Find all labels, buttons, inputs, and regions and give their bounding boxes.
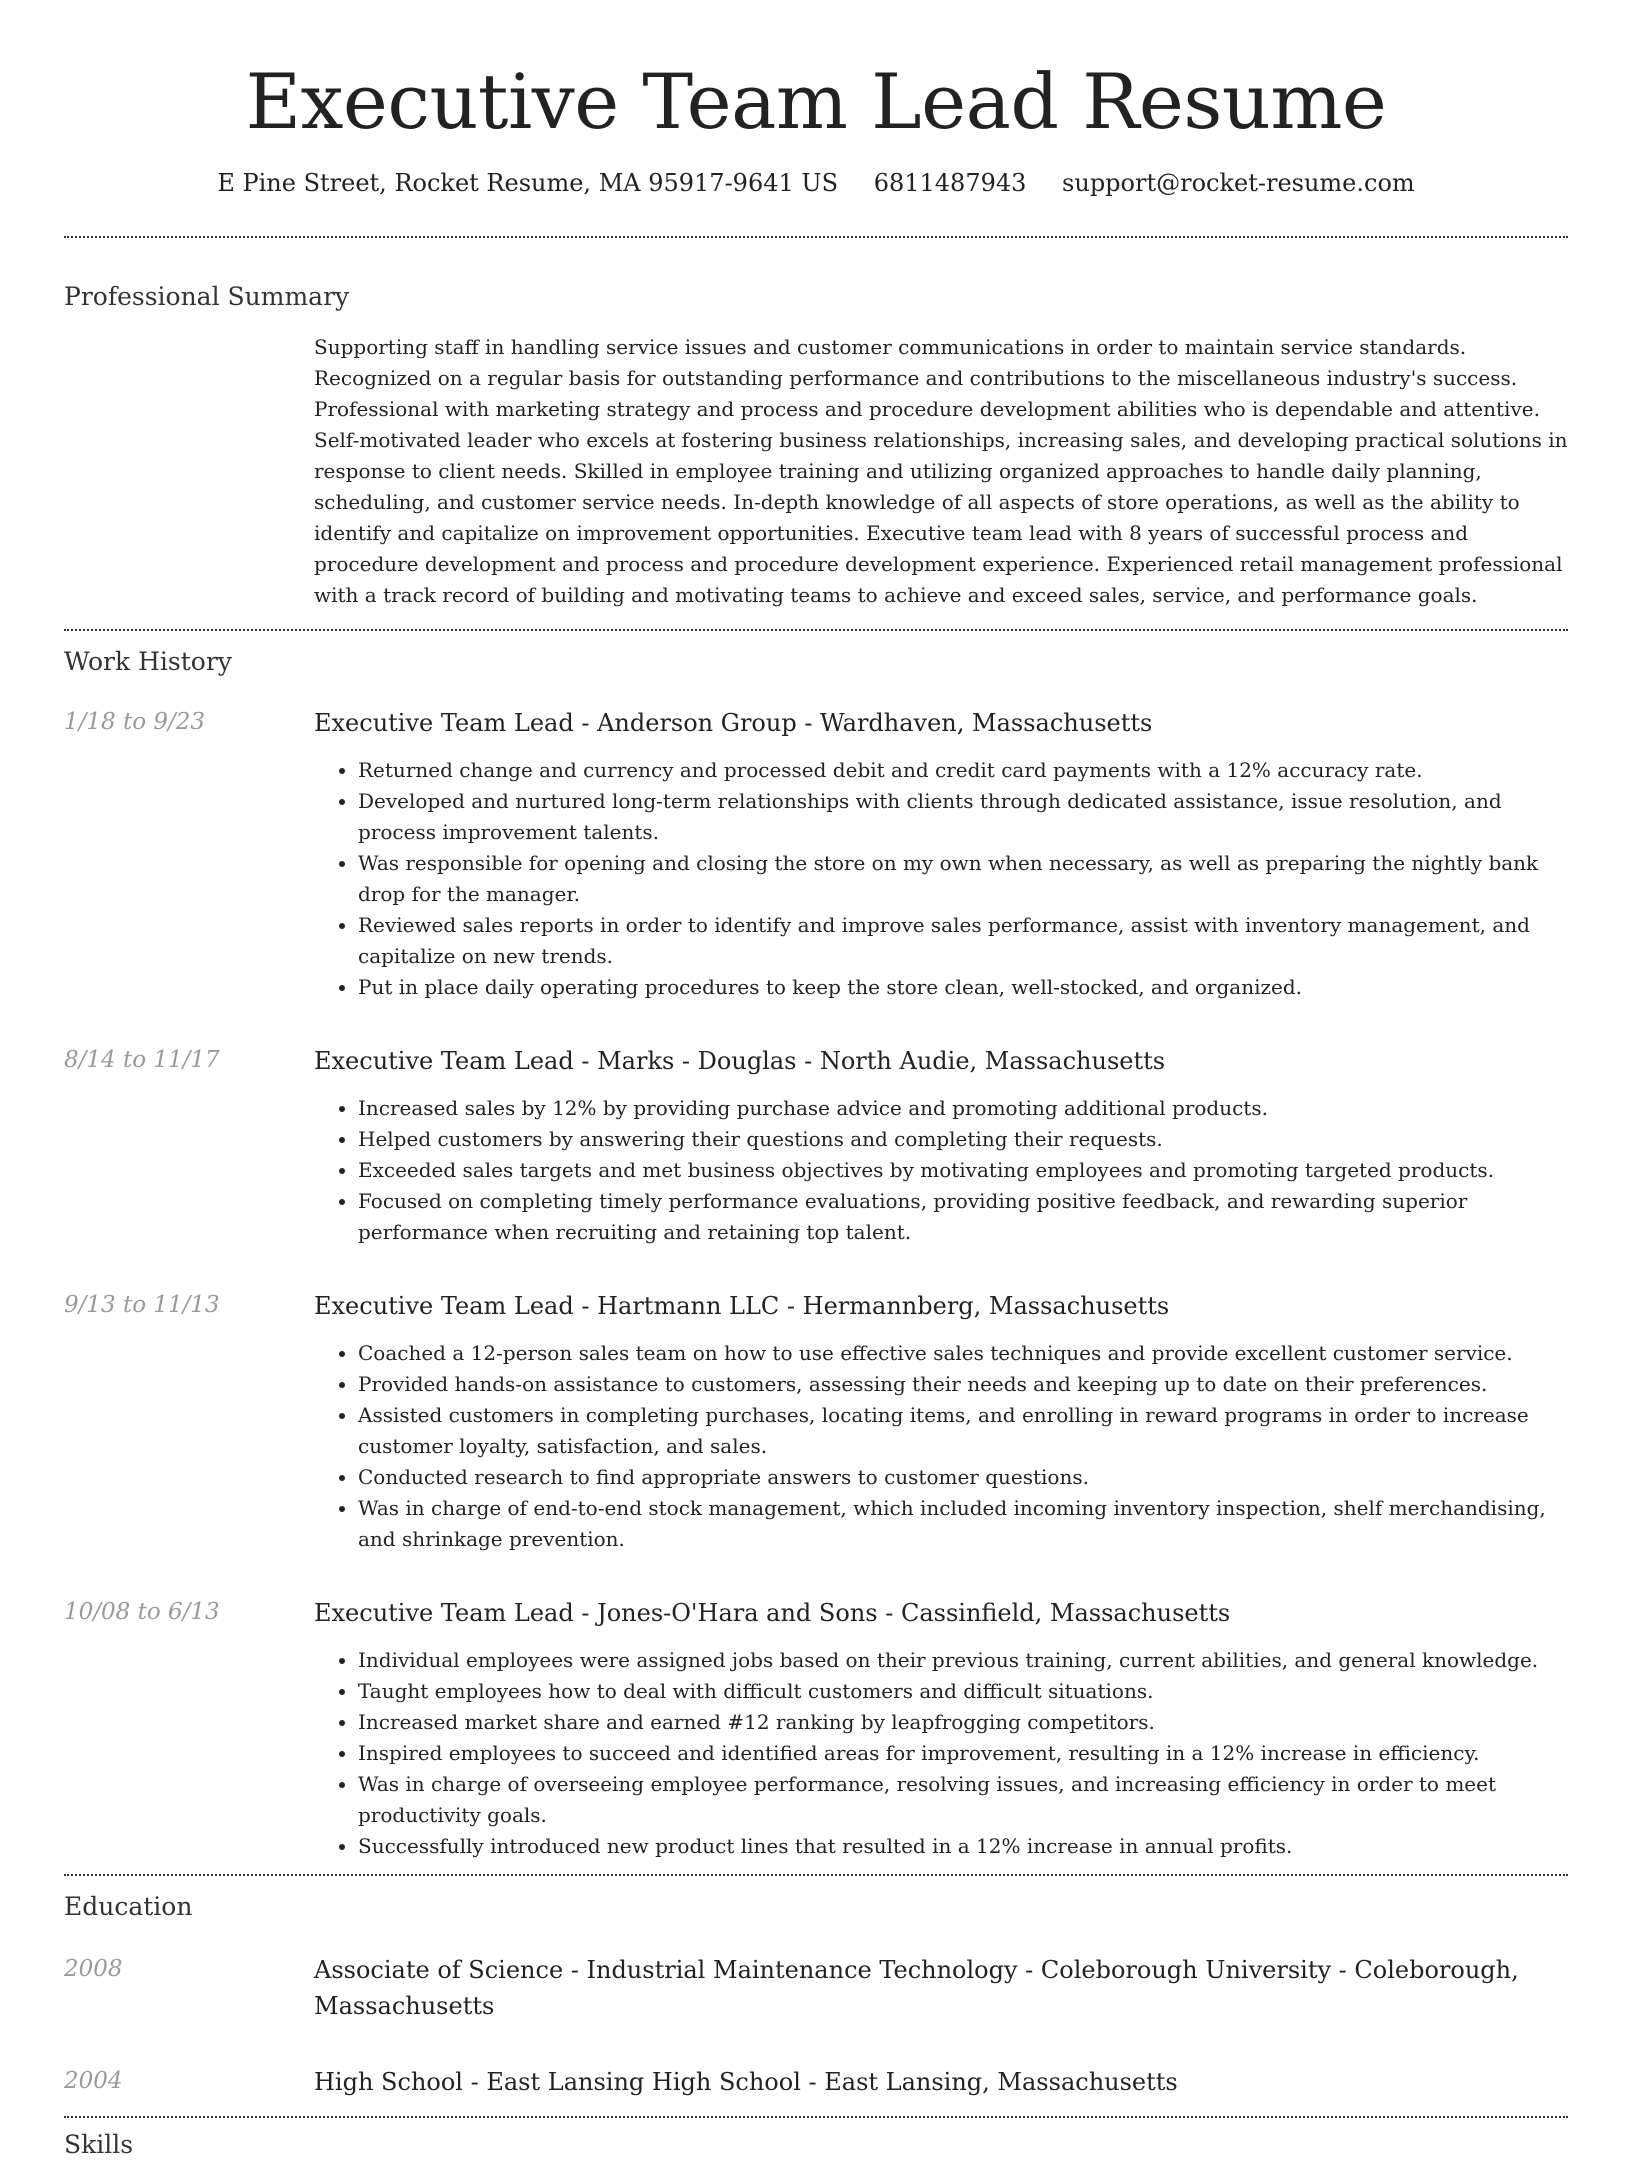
entry-body [314,705,1568,1003]
divider [64,1874,1568,1876]
entry-heading: Executive Team Lead - Marks - Douglas - North Audie, Massachusetts [314,1047,1166,1075]
bullet-list [314,1338,1568,1555]
work-entry [64,1288,1568,1555]
entry-heading: Executive Team Lead - Anderson Group - Wardhaven, Massachusetts [314,709,1153,737]
divider [64,2116,1568,2118]
bullet-item: • Exceeded sales targets and met business objectives by motivating employees and promoting targeted products. [358,1155,1568,1186]
entry-heading: Associate of Science - Industrial Maintenance Technology - Coleborough University - Coleborough, Massachusetts [314,1956,1519,2020]
entry-date: 8/14 to 11/17 [64,1047,220,1073]
contact-address: E Pine Street, Rocket Resume, MA 95917-9641 US [217,169,839,197]
entry-body [314,1952,1568,2024]
bullet-item: • Provided hands-on assistance to customers, assessing their needs and keeping up to date on their preferences. [358,1369,1568,1400]
section-title-skills: Skills [64,2130,134,2159]
bullet-item: • Was in charge of overseeing employee performance, resolving issues, and increasing efficiency in order to meet productivity goals. [358,1769,1568,1831]
entry-date: 10/08 to 6/13 [64,1599,220,1625]
education-entry [64,2064,1568,2100]
bullet-item: • Conducted research to find appropriate answers to customer questions. [358,1462,1568,1493]
bullet-list [314,1093,1568,1248]
bullet-item: • Focused on completing timely performance evaluations, providing positive feedback, and rewarding superior performance when recruiting and retaining top talent. [358,1186,1568,1248]
divider [64,236,1568,238]
contact-line [64,166,1568,200]
entry-heading: Executive Team Lead - Hartmann LLC - Hermannberg, Massachusetts [314,1292,1170,1320]
bullet-item: • Put in place daily operating procedures to keep the store clean, well-stocked, and organized. [358,972,1568,1003]
entry-heading: Executive Team Lead - Jones-O'Hara and Sons - Cassinfield, Massachusetts [314,1599,1231,1627]
entry-date: 1/18 to 9/23 [64,709,206,735]
bullet-item: • Taught employees how to deal with difficult customers and difficult situations. [358,1676,1568,1707]
entry-date: 2004 [64,2068,123,2094]
bullet-item: • Was responsible for opening and closing the store on my own when necessary, as well as preparing the nightly bank drop for the manager. [358,848,1568,910]
bullet-item: • Coached a 12-person sales team on how to use effective sales techniques and provide excellent customer service. [358,1338,1568,1369]
entry-heading: High School - East Lansing High School - East Lansing, Massachusetts [314,2068,1178,2096]
section-title-education: Education [64,1892,193,1921]
entry-body [314,1595,1568,1862]
contact-phone: 6811487943 [873,169,1027,197]
resume-page [64,0,1568,2162]
bullet-item: • Individual employees were assigned jobs based on their previous training, current abilities, and general knowledge. [358,1645,1568,1676]
contact-email: support@rocket-resume.com [1062,169,1415,197]
section-title-summary: Professional Summary [64,282,350,311]
bullet-item: • Developed and nurtured long-term relationships with clients through dedicated assistance, issue resolution, and process improvement talents. [358,786,1568,848]
entry-date: 9/13 to 11/13 [64,1292,220,1318]
bullet-item: • Inspired employees to succeed and identified areas for improvement, resulting in a 12% increase in efficiency. [358,1738,1568,1769]
education-entry [64,1952,1568,2024]
bullet-item: • Reviewed sales reports in order to identify and improve sales performance, assist with inventory management, and capitalize on new trends. [358,910,1568,972]
bullet-list [314,1645,1568,1862]
work-entry [64,1595,1568,1862]
bullet-item: • Increased market share and earned #12 ranking by leapfrogging competitors. [358,1707,1568,1738]
work-entry [64,705,1568,1003]
entry-body [314,2064,1568,2100]
summary-text: Supporting staff in handling service issues and customer communications in order to maintain service standards. Recognized on a regular basis for outstanding performance and contributions to the miscellaneous industry's success. Professional with marketing strategy and process and procedure development abilities who is dependable and attentive. Self-motivated leader who excels at fostering business relationships, increasing sales, and developing practical solutions in response to client needs. Skilled in employee training and utilizing organized approaches to handle daily planning, scheduling, and customer service needs. In-depth knowledge of all aspects of store operations, as well as the ability to identify and capitalize on improvement opportunities. Executive team lead with 8 years of successful process and procedure development and process and procedure development experience. Experienced retail management professional with a track record of building and motivating teams to achieve and exceed sales, service, and performance goals. [314,335,1568,607]
entry-body [314,1043,1568,1248]
bullet-item: • Assisted customers in completing purchases, locating items, and enrolling in reward programs in order to increase customer loyalty, satisfaction, and sales. [358,1400,1568,1462]
work-entry [64,1043,1568,1248]
bullet-item: • Returned change and currency and processed debit and credit card payments with a 12% accuracy rate. [358,755,1568,786]
resume-title: Executive Team Lead Resume [245,57,1387,146]
bullet-item: • Was in charge of end-to-end stock management, which included incoming inventory inspection, shelf merchandising, and shrinkage prevention. [358,1493,1568,1555]
entry-date: 2008 [64,1956,123,1982]
bullet-item: • Successfully introduced new product lines that resulted in a 12% increase in annual profits. [358,1831,1568,1862]
entry-body [314,1288,1568,1555]
bullet-item: • Increased sales by 12% by providing purchase advice and promoting additional products. [358,1093,1568,1124]
divider [64,629,1568,631]
bullet-list [314,755,1568,1003]
bullet-item: • Helped customers by answering their questions and completing their requests. [358,1124,1568,1155]
section-title-work-history: Work History [64,647,232,676]
